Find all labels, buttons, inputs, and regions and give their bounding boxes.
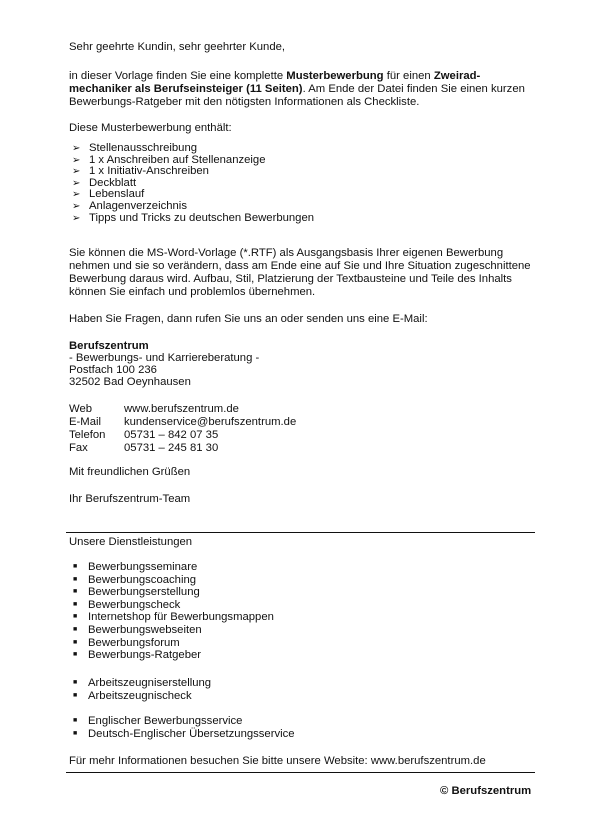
contact-value-phone: 05731 – 842 07 35 <box>124 429 219 441</box>
company-tagline: - Bewerbungs- und Karriereberatung - <box>69 352 260 364</box>
company-street: Postfach 100 236 <box>69 364 157 376</box>
square-bullet-icon: ■ <box>73 625 78 633</box>
contains-list <box>72 143 314 224</box>
intro-line-1 <box>69 70 480 83</box>
list-item: ■ Arbeitszeugniserstellung <box>73 677 212 689</box>
intro-bold-musterbewerbung: Musterbewerbung <box>286 70 384 82</box>
list-item: ■ Bewerbungswebseiten <box>73 623 202 636</box>
intro-text: für einen <box>383 70 434 82</box>
contact-row-fax <box>69 442 218 455</box>
list-item: ■ Internetshop für Bewerbungsmappen <box>73 611 274 624</box>
square-bullet-icon: ■ <box>73 679 78 686</box>
paragraph-line: nehmen und sie so verändern, dass am Ende eine auf Sie und Ihre Situation zugeschnittene <box>69 260 531 272</box>
contact-label: Web <box>69 403 93 415</box>
square-bullet-icon: ■ <box>73 691 78 699</box>
intro-line-2 <box>69 83 525 96</box>
list-item: ■ Bewerbungs-Ratgeber <box>73 649 202 662</box>
contact-value-web: www.berufszentrum.de <box>124 403 239 415</box>
arrow-bullet-icon: ➢ <box>72 177 81 189</box>
signature: Ihr Berufszentrum-Team <box>69 493 191 505</box>
paragraph-line: Sie können die MS-Word-Vorlage (*.RTF) als Ausgangsbasis Ihrer eigenen Bewerbung <box>69 247 504 259</box>
list-item: ■ Bewerbungscoaching <box>73 573 197 586</box>
square-bullet-icon: ■ <box>73 600 78 608</box>
intro-bold-job: Zweirad- <box>433 70 481 82</box>
copyright: © Berufszentrum <box>440 785 532 797</box>
contact-row-web <box>69 403 239 416</box>
square-bullet-icon: ■ <box>73 588 78 596</box>
list-item: ■ Arbeitszeugnischeck <box>73 689 192 702</box>
paragraph-line: Bewerbung daraus wird. Aufbau, Stil, Platzierung der Textbausteine und Teile des Inhalts <box>69 273 512 285</box>
square-bullet-icon: ■ <box>73 563 78 570</box>
list-item: ■ Bewerbungserstellung <box>73 586 200 599</box>
arrow-bullet-icon: ➢ <box>72 143 81 154</box>
services-list-1 <box>73 561 274 662</box>
list-item: ➢ Deckblatt <box>72 176 137 189</box>
square-bullet-icon: ■ <box>73 638 78 646</box>
divider-bottom <box>66 772 535 773</box>
square-bullet-icon: ■ <box>73 717 78 724</box>
list-item: ➢ 1 x Anschreiben auf Stellenanzeige <box>72 153 266 166</box>
contact-label: E-Mail <box>69 416 102 428</box>
contact-row-email <box>69 416 296 429</box>
list-item: ■ Bewerbungscheck <box>73 598 181 611</box>
questions-line: Haben Sie Fragen, dann rufen Sie uns an oder senden uns eine E-Mail: <box>69 313 428 325</box>
paragraph-line: können Sie einfach und problemlos übernehmen. <box>69 286 316 298</box>
intro-text: . Am Ende der Datei finden Sie einen kurzen <box>302 83 525 95</box>
arrow-bullet-icon: ➢ <box>72 189 81 201</box>
more-info-line: Für mehr Informationen besuchen Sie bitte unsere Website: www.berufszentrum.de <box>69 755 486 767</box>
list-item: ■ Deutsch-Englischer Übersetzungsservice <box>73 727 295 740</box>
greeting: Sehr geehrte Kundin, sehr geehrter Kunde, <box>69 41 286 53</box>
arrow-bullet-icon: ➢ <box>72 166 81 178</box>
arrow-bullet-icon: ➢ <box>72 200 81 212</box>
list-item: ■ Bewerbungsseminare <box>73 561 198 573</box>
divider-top <box>66 532 535 533</box>
square-bullet-icon: ■ <box>73 613 78 621</box>
list-item: ■ Bewerbungsforum <box>73 636 180 649</box>
company-city: 32502 Bad Oeynhausen <box>69 376 191 388</box>
square-bullet-icon: ■ <box>73 729 78 737</box>
square-bullet-icon: ■ <box>73 651 78 659</box>
intro-bold-job-cont: mechaniker als Berufseinsteiger (11 Seiten) <box>69 83 303 95</box>
contact-label: Telefon <box>69 429 106 441</box>
services-list-2 <box>73 677 211 702</box>
arrow-bullet-icon: ➢ <box>72 212 81 224</box>
list-item: ➢ Lebenslauf <box>72 188 145 201</box>
contact-row-phone <box>69 429 218 442</box>
closing: Mit freundlichen Grüßen <box>69 466 191 478</box>
intro-text: in dieser Vorlage finden Sie eine komplette <box>69 70 287 82</box>
list-item: ➢ Tipps und Tricks zu deutschen Bewerbungen <box>72 211 315 224</box>
list-item: ➢ 1 x Initiativ-Anschreiben <box>72 165 209 178</box>
contact-value-fax: 05731 – 245 81 30 <box>124 442 219 454</box>
square-bullet-icon: ■ <box>73 575 78 583</box>
list-item: ➢ Stellenausschreibung <box>72 142 198 154</box>
list-item: ■ Englischer Bewerbungsservice <box>73 715 243 727</box>
list-item: ➢ Anlagenverzeichnis <box>72 199 187 212</box>
company-name: Berufszentrum <box>69 340 149 352</box>
intro-line-3: Bewerbungs-Ratgeber mit den nötigsten Informationen als Checkliste. <box>69 96 420 108</box>
services-heading: Unsere Dienstleistungen <box>69 536 193 548</box>
contact-value-email: kundenservice@berufszentrum.de <box>124 416 297 428</box>
arrow-bullet-icon: ➢ <box>72 154 81 166</box>
services-list-3 <box>73 715 295 740</box>
contact-label: Fax <box>69 442 88 454</box>
contains-heading: Diese Musterbewerbung enthält: <box>69 122 232 134</box>
